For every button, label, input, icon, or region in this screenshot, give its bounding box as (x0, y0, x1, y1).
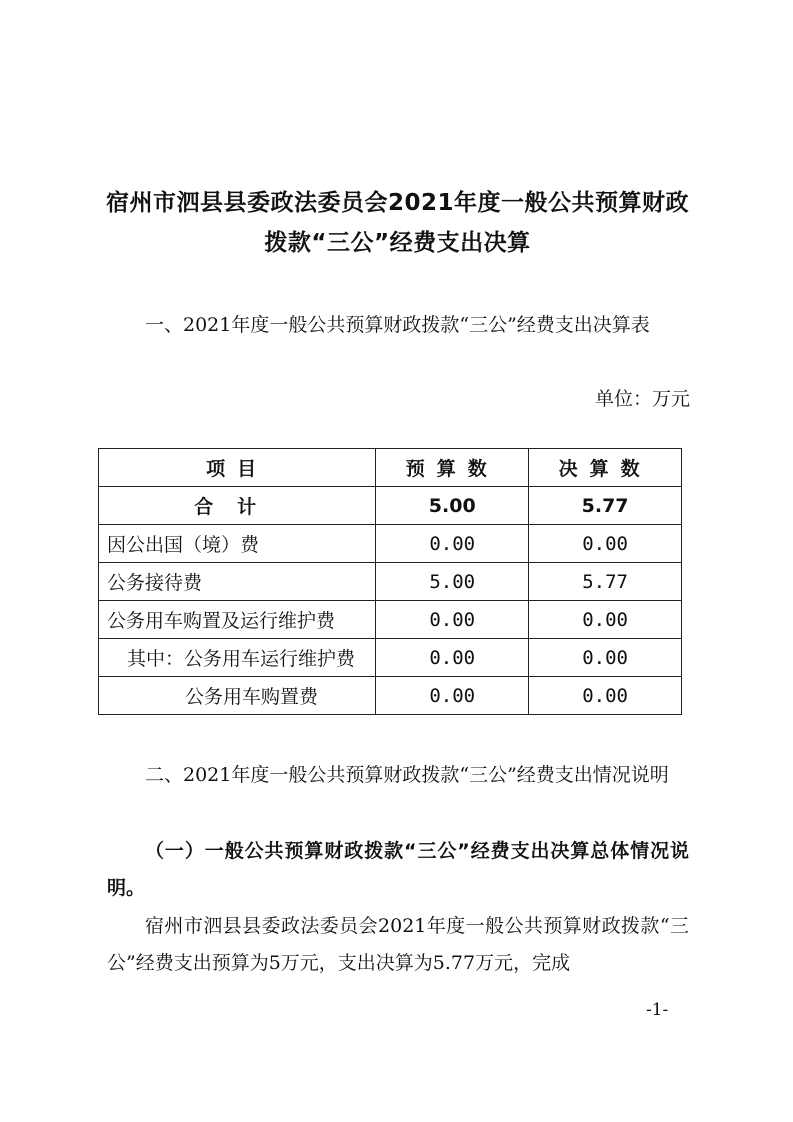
section1-heading: 一、2021年度一般公共预算财政拨款“三公”经费支出决算表 (145, 314, 650, 336)
title-line-2: 拨款“三公”经费支出决算 (264, 230, 531, 256)
row-label: 因公出国（境）费 (99, 525, 376, 563)
expense-table (98, 448, 682, 715)
row-final: 0.00 (529, 525, 682, 563)
header-budget: 预算数 (376, 449, 529, 487)
section2-subheading: （一）一般公共预算财政拨款“三公”经费支出决算总体情况说明。 (107, 840, 689, 899)
row-label: 公务用车购置及运行维护费 (99, 601, 376, 639)
row-label: 其中：公务用车运行维护费 (99, 639, 376, 677)
row-budget: 5.00 (376, 563, 529, 601)
row-final: 0.00 (529, 601, 682, 639)
row-label: 公务接待费 (99, 563, 376, 601)
total-budget: 5.00 (376, 487, 529, 525)
table-header-row (99, 449, 682, 487)
section2-body: 宿州市泗县县委政法委员会2021年度一般公共预算财政拨款“三公”经费支出预算为5万元，支出决算为5.77万元，完成 (107, 915, 689, 974)
row-budget: 0.00 (376, 525, 529, 563)
total-label: 合计 (99, 487, 376, 525)
row-final: 0.00 (529, 677, 682, 715)
total-final: 5.77 (529, 487, 682, 525)
table-row (99, 525, 682, 563)
unit-label: 单位：万元 (594, 388, 690, 410)
table-row (99, 601, 682, 639)
table-row (99, 563, 682, 601)
page-number: -1- (646, 1000, 669, 1020)
row-budget: 0.00 (376, 601, 529, 639)
row-final: 0.00 (529, 639, 682, 677)
row-final: 5.77 (529, 563, 682, 601)
document-title (100, 183, 695, 263)
title-line-1: 宿州市泗县县委政法委员会2021年度一般公共预算财政 (105, 190, 689, 216)
row-budget: 0.00 (376, 639, 529, 677)
table-row (99, 639, 682, 677)
table-row (99, 677, 682, 715)
row-budget: 0.00 (376, 677, 529, 715)
header-final: 决算数 (529, 449, 682, 487)
section2-heading: 二、2021年度一般公共预算财政拨款“三公”经费支出情况说明 (145, 764, 669, 786)
table-total-row (99, 487, 682, 525)
header-item: 项目 (99, 449, 376, 487)
row-label: 公务用车购置费 (99, 677, 376, 715)
